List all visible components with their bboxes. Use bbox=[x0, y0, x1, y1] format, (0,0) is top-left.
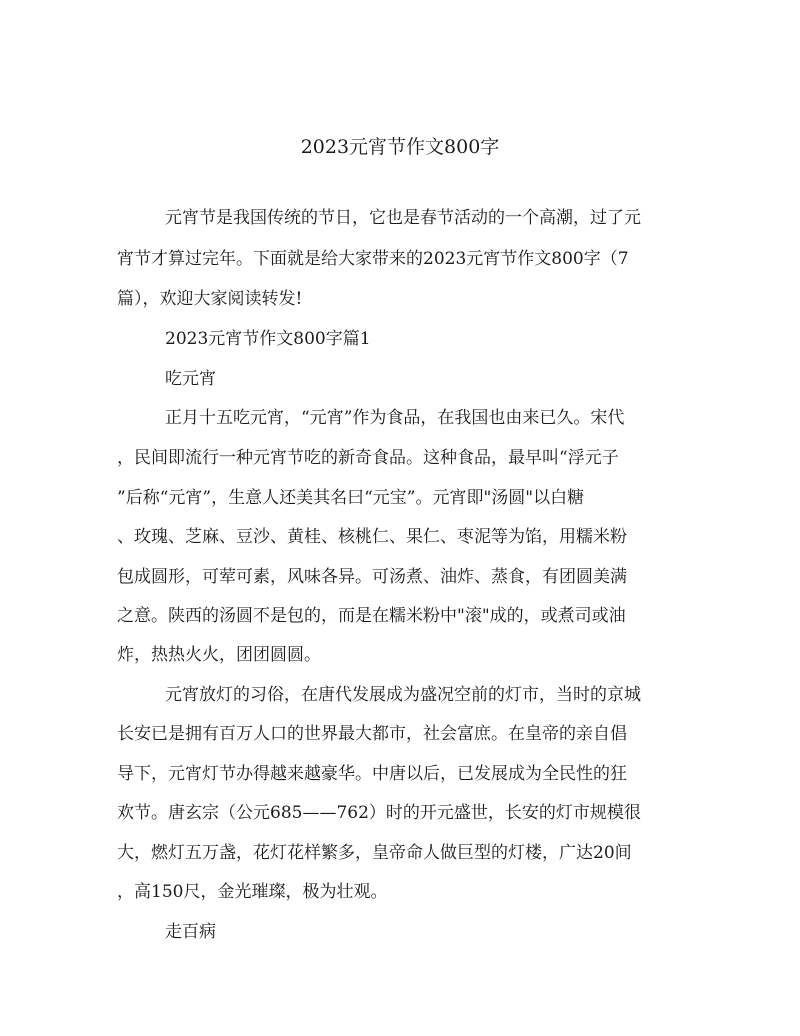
text-line: 长安已是拥有百万人口的世界最大都市，社会富庶。在皇帝的亲自倡 bbox=[117, 724, 627, 744]
text-line: 元宵放灯的习俗，在唐代发展成为盛况空前的灯市，当时的京城 bbox=[165, 685, 641, 705]
text-line: 元宵节是我国传统的节日，它也是春节活动的一个高潮，过了元 bbox=[165, 208, 641, 228]
document-title: 2023元宵节作文800字 bbox=[300, 136, 500, 158]
section-heading: 2023元宵节作文800字篇1 bbox=[165, 329, 371, 349]
text-line: ，高150尺，金光璀璨，极为壮观。 bbox=[117, 882, 388, 902]
text-line: 炸，热热火火，团团圆圆。 bbox=[117, 645, 321, 665]
text-line: 宵节才算过完年。下面就是给大家带来的2023元宵节作文800字（7 bbox=[117, 249, 629, 269]
text-line: 正月十五吃元宵，“元宵”作为食品，在我国也由来已久。宋代 bbox=[165, 408, 625, 428]
text-line: 、玫瑰、芝麻、豆沙、黄桂、核桃仁、果仁、枣泥等为馅，用糯米粉 bbox=[117, 527, 627, 547]
subheading: 走百病 bbox=[165, 922, 216, 942]
subheading: 吃元宵 bbox=[165, 369, 216, 389]
text-line: 导下，元宵灯节办得越来越豪华。中唐以后，已发展成为全民性的狂 bbox=[117, 764, 627, 784]
text-line: 大，燃灯五万盏，花灯花样繁多，皇帝命人做巨型的灯楼，广达20间 bbox=[117, 843, 632, 863]
text-line: 包成圆形，可荤可素，风味各异。可汤煮、油炸、蒸食，有团圆美满 bbox=[117, 567, 627, 587]
text-line: 欢节。唐玄宗（公元685——762）时的开元盛世，长安的灯市规模很 bbox=[117, 803, 641, 823]
text-line: 篇），欢迎大家阅读转发! bbox=[117, 289, 303, 309]
text-line: ，民间即流行一种元宵节吃的新奇食品。这种食品，最早叫“浮元子 bbox=[117, 448, 619, 468]
text-line: ”后称“元宵”，生意人还美其名曰“元宝”。元宵即"汤圆"以白糖 bbox=[117, 488, 585, 508]
text-line: 之意。陕西的汤圆不是包的，而是在糯米粉中"滚"成的，或煮司或油 bbox=[117, 606, 626, 626]
